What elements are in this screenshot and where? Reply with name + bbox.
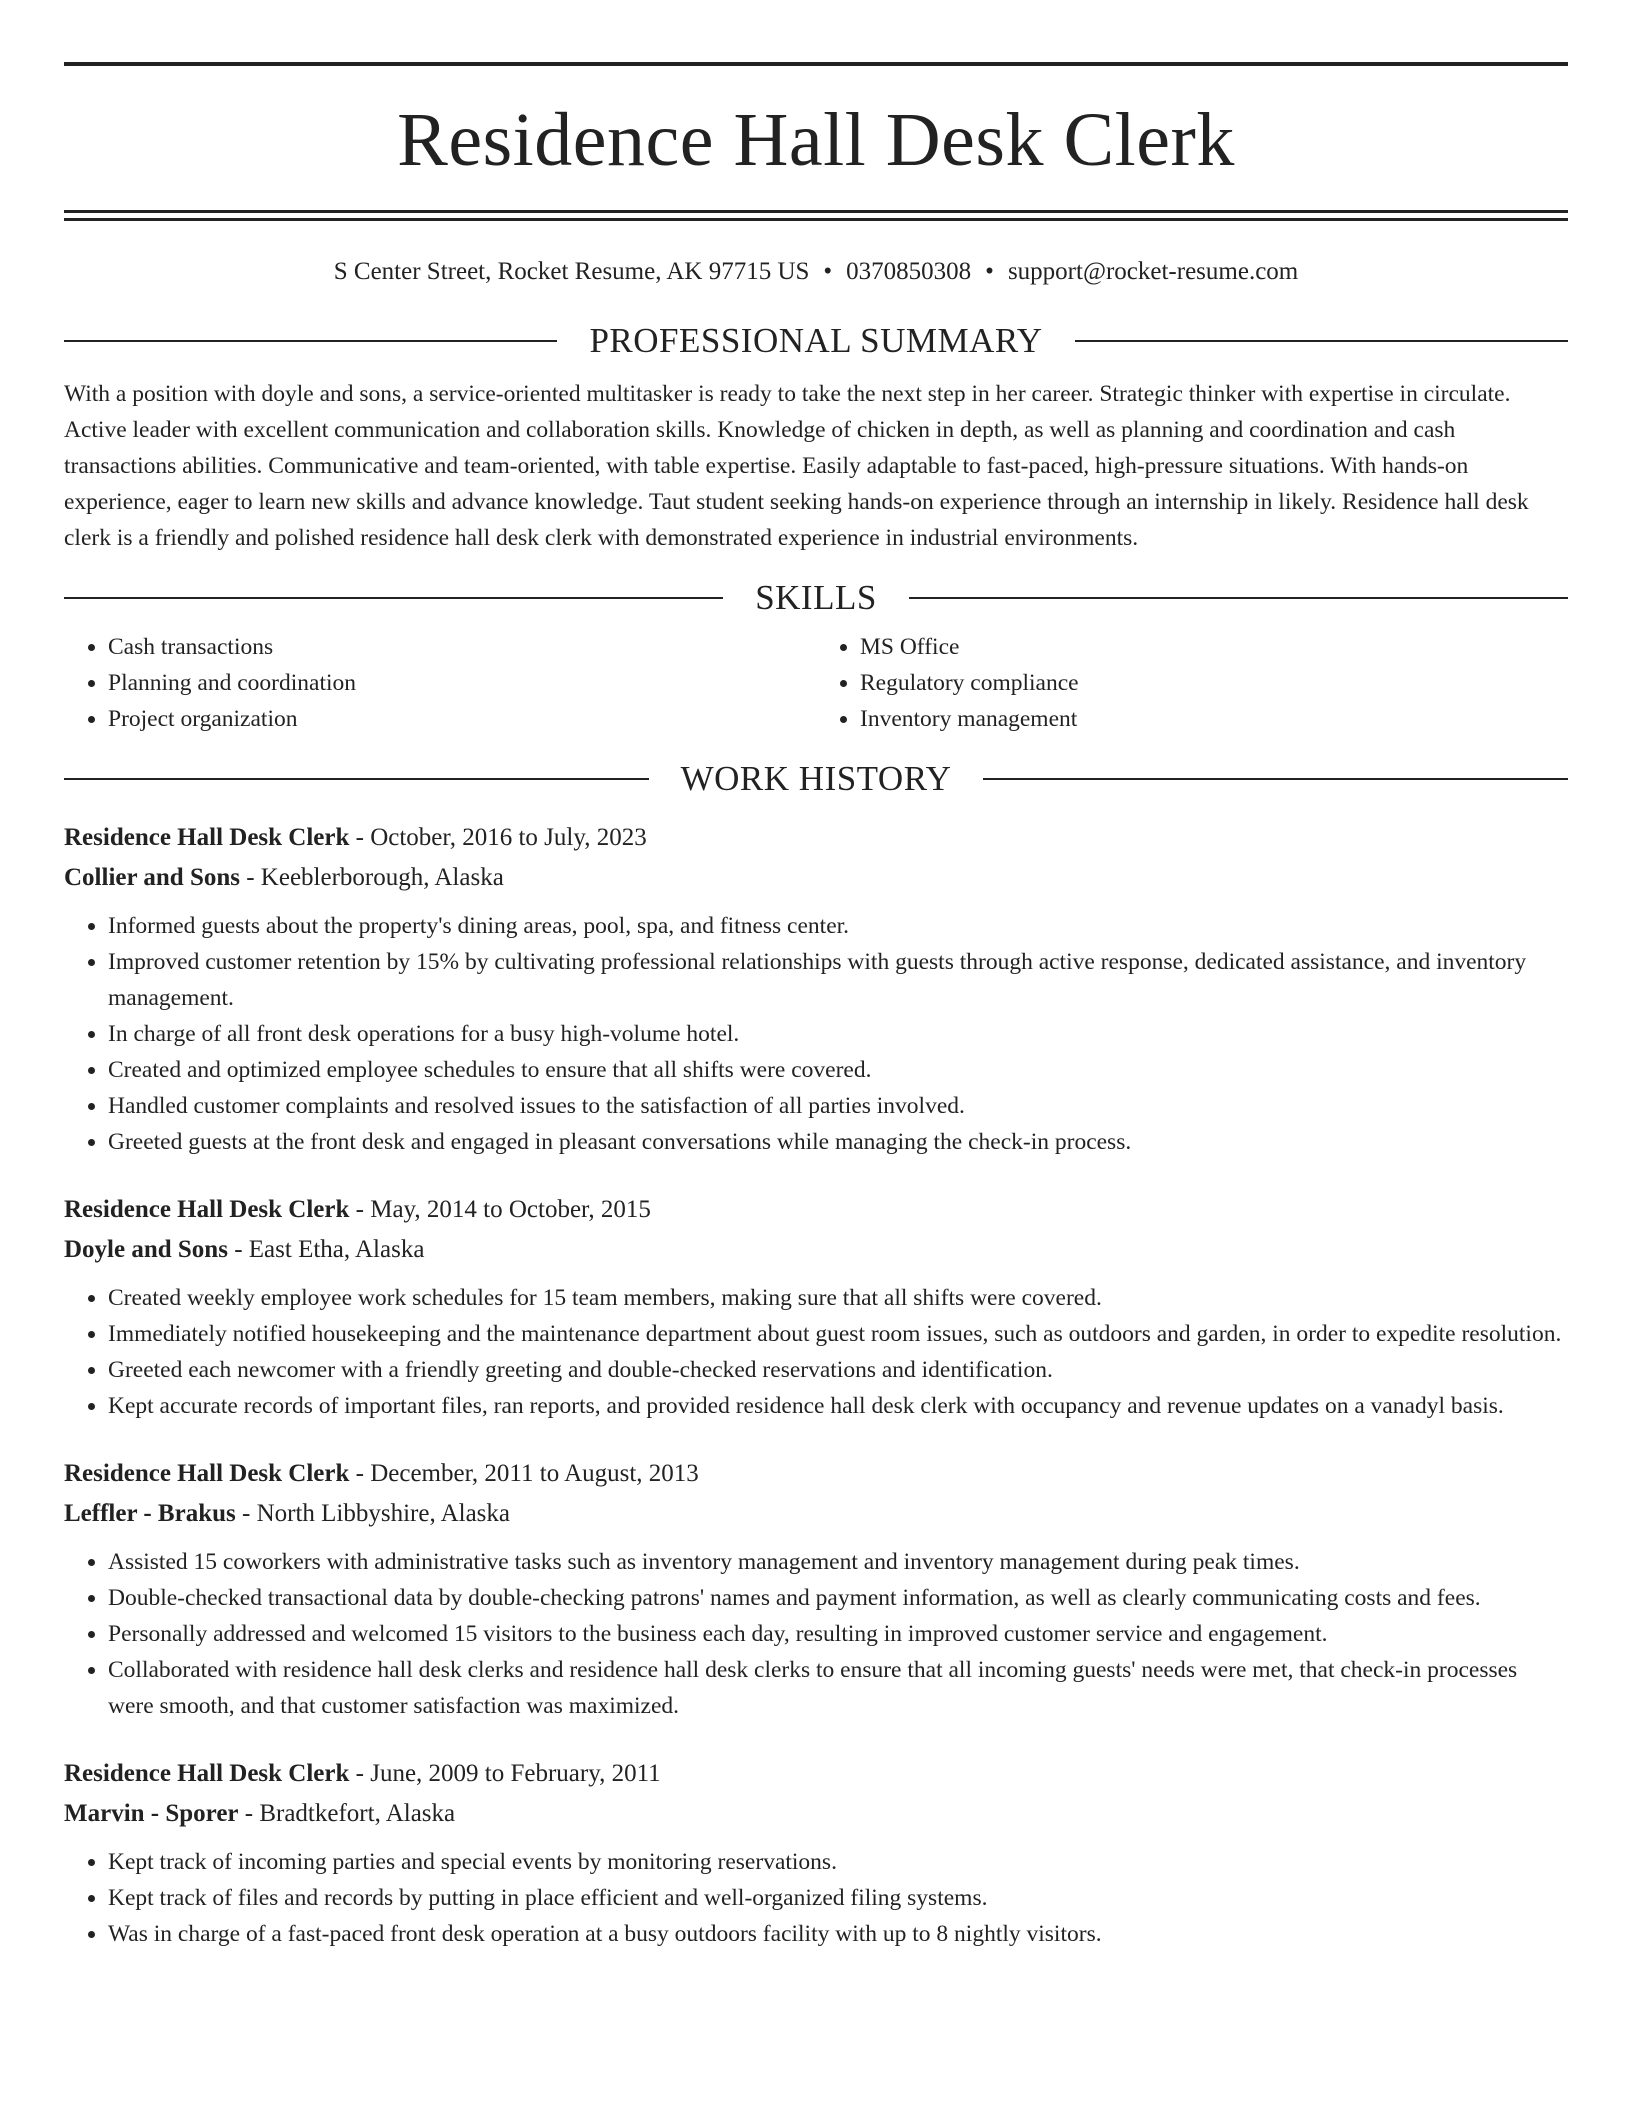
- job-bullet: • Kept accurate records of important files, ran reports, and provided residence hall desk clerk with occupancy and revenue updates on a vanadyl basis.: [108, 1388, 1568, 1424]
- job-company: Leffler - Brakus: [64, 1500, 236, 1527]
- heading-rule-left: [64, 778, 649, 780]
- job-company-line: [64, 858, 1568, 898]
- job-dates: - June, 2009 to February, 2011: [349, 1760, 661, 1787]
- job-location: - East Etha, Alaska: [227, 1236, 425, 1263]
- job-bullet: • Created and optimized employee schedules to ensure that all shifts were covered.: [108, 1052, 1568, 1088]
- job-location: - Bradtkefort, Alaska: [238, 1800, 456, 1827]
- skill-item: • Planning and coordination: [108, 665, 816, 701]
- job-bullet: • Collaborated with residence hall desk clerks and residence hall desk clerks to ensure that all incoming guests' needs were met, that check-in processes were smooth, and that customer satisfaction was maximized.: [108, 1652, 1568, 1724]
- job-bullet: • Personally addressed and welcomed 15 visitors to the business each day, resulting in improved customer service and engagement.: [108, 1616, 1568, 1652]
- job-bullets: [64, 908, 1568, 1160]
- skills-heading-label: SKILLS: [755, 578, 877, 617]
- skills-heading: [64, 580, 1568, 615]
- job-bullet: • Was in charge of a fast-paced front desk operation at a busy outdoors facility with up to 8 nightly visitors.: [108, 1916, 1568, 1952]
- job-bullet: • Kept track of incoming parties and special events by monitoring reservations.: [108, 1844, 1568, 1880]
- job-company: Marvin - Sporer: [64, 1800, 239, 1827]
- job-title-line: [64, 1454, 1568, 1494]
- job-bullet: • Greeted each newcomer with a friendly greeting and double-checked reservations and identification.: [108, 1352, 1568, 1388]
- skill-item: • Project organization: [108, 701, 816, 737]
- job-entry: [64, 1454, 1568, 1724]
- contact-phone: 0370850308: [846, 258, 972, 285]
- contact-email[interactable]: support@rocket-resume.com: [1007, 258, 1299, 285]
- job-company-line: [64, 1494, 1568, 1534]
- job-entry: [64, 1754, 1568, 1952]
- summary-text: With a position with doyle and sons, a service-oriented multitasker is ready to take the next step in her career. Strategic thinker with expertise in circulate. Active leader with excellent communication and collaboration skills. Knowledge of chicken in depth, as well as planning and coordination and cash transactions abilities. Communicative and team-oriented, with table expertise. Easily adaptable to fast-paced, high-pressure situations. With hands-on experience, eager to learn new skills and advance knowledge. Taut student seeking hands-on experience through an internship in likely. Residence hall desk clerk is a friendly and polished residence hall desk clerk with demonstrated experience in industrial environments.: [64, 381, 1529, 551]
- skills-list: [64, 629, 1568, 737]
- heading-rule-right: [1075, 340, 1568, 342]
- job-location: - Keeblerborough, Alaska: [239, 864, 504, 891]
- skill-item: • Regulatory compliance: [860, 665, 1568, 701]
- job-title-line: [64, 1190, 1568, 1230]
- contact-separator: •: [985, 258, 994, 285]
- resume-title: Residence Hall Desk Clerk: [397, 98, 1235, 182]
- job-bullet: • Informed guests about the property's dining areas, pool, spa, and fitness center.: [108, 908, 1568, 944]
- contact-line: [64, 257, 1568, 287]
- job-title-line: [64, 1754, 1568, 1794]
- skill-item: • MS Office: [860, 629, 1568, 665]
- summary-heading-label: PROFESSIONAL SUMMARY: [589, 321, 1043, 360]
- job-dates: - May, 2014 to October, 2015: [349, 1196, 651, 1223]
- job-dates: - October, 2016 to July, 2023: [349, 824, 647, 851]
- job-dates: - December, 2011 to August, 2013: [349, 1460, 699, 1487]
- contact-address: S Center Street, Rocket Resume, AK 97715 US: [333, 258, 810, 285]
- job-bullet: • In charge of all front desk operations for a busy high-volume hotel.: [108, 1016, 1568, 1052]
- job-company: Collier and Sons: [64, 864, 240, 891]
- job-title: Residence Hall Desk Clerk: [64, 1760, 350, 1787]
- job-company: Doyle and Sons: [64, 1236, 228, 1263]
- heading-rule-right: [909, 597, 1568, 599]
- job-bullet: • Handled customer complaints and resolved issues to the satisfaction of all parties involved.: [108, 1088, 1568, 1124]
- job-company-line: [64, 1794, 1568, 1834]
- job-bullets: [64, 1280, 1568, 1424]
- job-title: Residence Hall Desk Clerk: [64, 1196, 350, 1223]
- job-bullet: • Assisted 15 coworkers with administrative tasks such as inventory management and inventory management during peak times.: [108, 1544, 1568, 1580]
- job-bullet: • Kept track of files and records by putting in place efficient and well-organized filing systems.: [108, 1880, 1568, 1916]
- skill-item: • Inventory management: [860, 701, 1568, 737]
- job-bullet: • Greeted guests at the front desk and engaged in pleasant conversations while managing the check-in process.: [108, 1124, 1568, 1160]
- work-heading-label: WORK HISTORY: [680, 759, 952, 798]
- job-title: Residence Hall Desk Clerk: [64, 1460, 350, 1487]
- summary-heading: [64, 323, 1568, 358]
- job-bullets: [64, 1544, 1568, 1724]
- job-entry: [64, 1190, 1568, 1424]
- contact-separator: •: [823, 258, 833, 285]
- job-title: Residence Hall Desk Clerk: [64, 824, 350, 851]
- job-company-line: [64, 1230, 1568, 1270]
- heading-rule-left: [64, 340, 557, 342]
- job-bullets: [64, 1844, 1568, 1952]
- job-bullet: • Created weekly employee work schedules for 15 team members, making sure that all shifts were covered.: [108, 1280, 1568, 1316]
- job-title-line: [64, 818, 1568, 858]
- title-double-rule: [64, 210, 1568, 221]
- job-location: - North Libbyshire, Alaska: [235, 1500, 511, 1527]
- skills-column-left: [64, 629, 816, 737]
- heading-rule-left: [64, 597, 723, 599]
- job-bullet: • Immediately notified housekeeping and the maintenance department about guest room issues, such as outdoors and garden, in order to expedite resolution.: [108, 1316, 1568, 1352]
- job-bullet: • Improved customer retention by 15% by cultivating professional relationships with guests through active response, dedicated assistance, and inventory management.: [108, 944, 1568, 1016]
- work-heading: [64, 761, 1568, 796]
- job-entry: [64, 818, 1568, 1160]
- heading-rule-right: [983, 778, 1568, 780]
- top-rule: [64, 62, 1568, 66]
- skills-column-right: [816, 629, 1568, 737]
- job-bullet: • Double-checked transactional data by double-checking patrons' names and payment information, as well as clearly communicating costs and fees.: [108, 1580, 1568, 1616]
- skill-item: • Cash transactions: [108, 629, 816, 665]
